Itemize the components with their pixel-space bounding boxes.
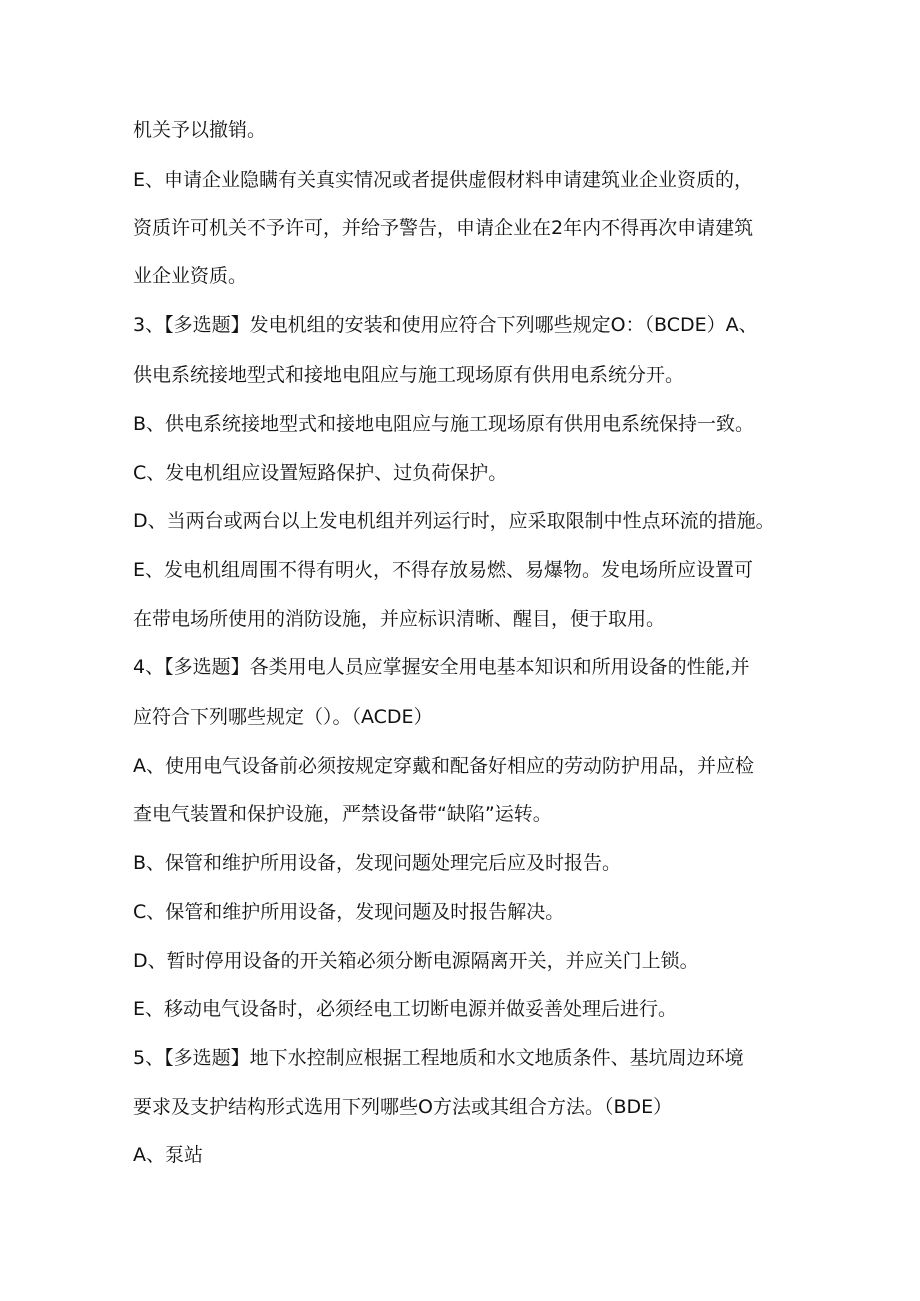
option-e-line: E、申请企业隐瞒有关真实情况或者提供虚假材料申请建筑业企业资质的， xyxy=(133,169,754,191)
text-line: 供电系统接地型式和接地电阻应与施工现场原有供用电系统分开。 xyxy=(133,364,685,386)
text-line: 业企业资质。 xyxy=(133,265,248,287)
option-c-line: C、发电机组应设置短路保护、过负荷保护。 xyxy=(133,462,508,484)
option-a-line: A、使用电气设备前必须按规定穿戴和配备好相应的劳动防护用品，并应检 xyxy=(133,755,754,777)
question-5-line: 5、【多选题】地下水控制应根据工程地质和水文地质条件、基坑周边环境 xyxy=(133,1047,744,1069)
option-b-line: B、保管和维护所用设备，发现问题处理完后应及时报告。 xyxy=(133,852,622,874)
option-e-line: E、移动电气设备时，必须经电工切断电源并做妥善处理后进行。 xyxy=(133,998,678,1020)
text-line: 资质许可机关不予许可，并给予警告，申请企业在2年内不得再次申请建筑 xyxy=(133,217,754,239)
option-b-line: B、供电系统接地型式和接地电阻应与施工现场原有供用电系统保持一致。 xyxy=(133,413,755,435)
text-line: 机关予以撤销。 xyxy=(133,119,267,141)
option-c-line: C、保管和维护所用设备，发现问题及时报告解决。 xyxy=(133,901,565,923)
question-4-line: 4、【多选题】各类用电人员应掌握安全用电基本知识和所用设备的性能,并 xyxy=(133,656,750,678)
question-3-line: 3、【多选题】发电机组的安装和使用应符合下列哪些规定O：（BCDE）A、 xyxy=(133,314,758,336)
text-line: 在带电场所使用的消防设施，并应标识清晰、醒目，便于取用。 xyxy=(133,608,666,630)
option-d-line: D、当两台或两台以上发电机组并列运行时，应采取限制中性点环流的措施。 xyxy=(133,510,775,532)
option-e-line: E、发电机组周围不得有明火，不得存放易燃、易爆物。发电场所应设置可 xyxy=(133,559,754,581)
text-line: 应符合下列哪些规定（）。（ACDE） xyxy=(133,706,433,728)
text-line: 要求及支护结构形式选用下列哪些O方法或其组合方法。（BDE） xyxy=(133,1096,673,1118)
text-line: 查电气装置和保护设施，严禁设备带“缺陷”运转。 xyxy=(133,803,552,825)
option-a-line: A、泵站 xyxy=(133,1144,203,1166)
option-d-line: D、暂时停用设备的开关箱必须分断电源隔离开关，并应关门上锁。 xyxy=(133,950,699,972)
